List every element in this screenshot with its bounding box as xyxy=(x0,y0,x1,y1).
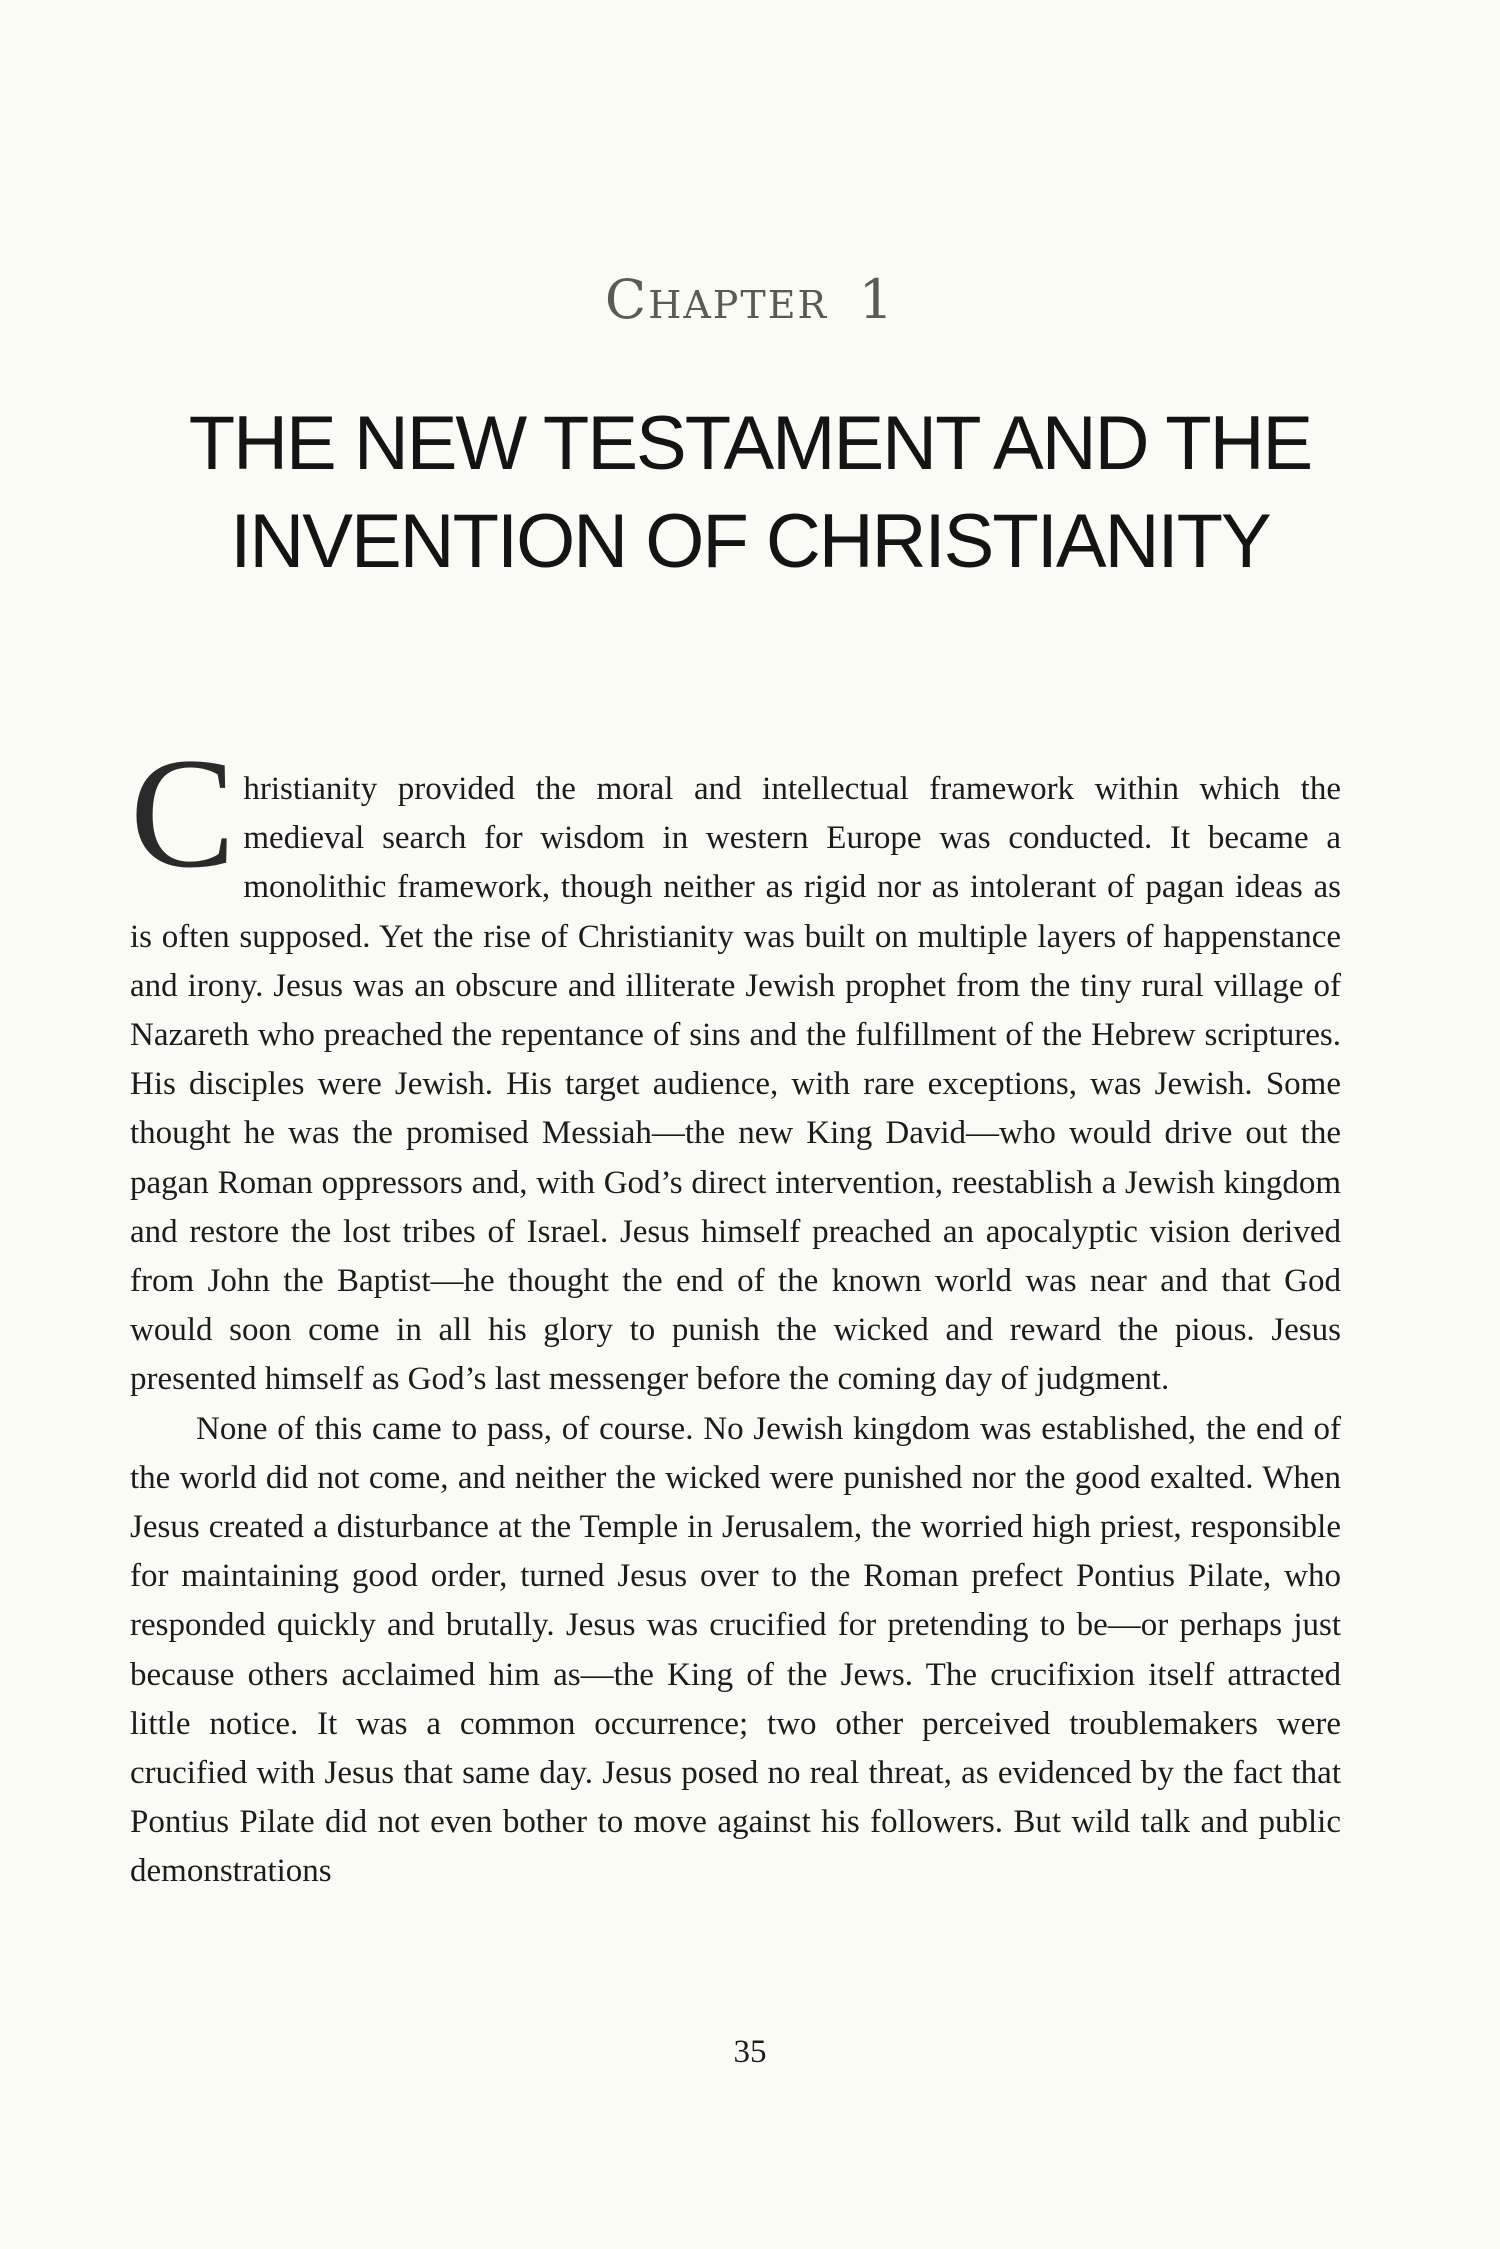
paragraph-2: None of this came to pass, of course. No Jewish kingdom was established, the end of the world did not come, and neither the wicked were punished nor the good exalted. When Jesus created a disturbance at the Temple in Jerusalem, the worried high priest, responsible for maintaining good order, turned Jesus over to the Roman prefect Pontius Pilate, who responded quickly and brutally. Jesus was crucified for pretending to be—or perhaps just because others acclaimed him as—the King of the Jews. The crucifixion itself attracted little notice. It was a common occurrence; two other perceived troublemakers were crucified with Jesus that same day. Jesus posed no real threat, as evidenced by the fact that Pontius Pilate did not even bother to move against his followers. But wild talk and public demonstrations xyxy=(130,1410,1341,1890)
chapter-label xyxy=(0,268,1500,331)
chapter-number: 1 xyxy=(858,268,896,331)
chapter-label-rest: HAPTER xyxy=(648,283,829,327)
chapter-title xyxy=(100,395,1400,591)
chapter-title-line-1: THE NEW TESTAMENT AND THE xyxy=(188,401,1312,486)
chapter-body xyxy=(130,726,1341,1897)
paragraph-1 xyxy=(130,726,1341,1405)
drop-cap: C xyxy=(130,726,236,901)
chapter-label-initial: C xyxy=(604,268,649,331)
chapter-title-line-2: INVENTION OF CHRISTIANITY xyxy=(230,499,1270,584)
page-number: 35 xyxy=(733,2034,767,2070)
paragraph-1-text: hristianity provided the moral and intellectual framework within which the medieval search for wisdom in western Europe was conducted. It became a monolithic framework, though neither as rigid nor as intolerant of pagan ideas as is often supposed. Yet the rise of Christianity was built on multiple layers of happenstance and irony. Jesus was an obscure and illiterate Jewish prophet from the tiny rural village of Nazareth who preached the repentance of sins and the fulfillment of the Hebrew scriptures. His disciples were Jewish. His target audience, with rare exceptions, was Jewish. Some thought he was the promised Messiah—the new King David—who would drive out the pagan Roman oppressors and, with God’s direct intervention, reestablish a Jewish kingdom and restore the lost tribes of Israel. Jesus himself preached an apocalyptic vision derived from John the Baptist—he thought the end of the known world was near and that God would soon come in all his glory to punish the wicked and reward the pious. Jesus presented himself as God’s last messenger before the coming day of judgment. xyxy=(130,771,1341,1398)
